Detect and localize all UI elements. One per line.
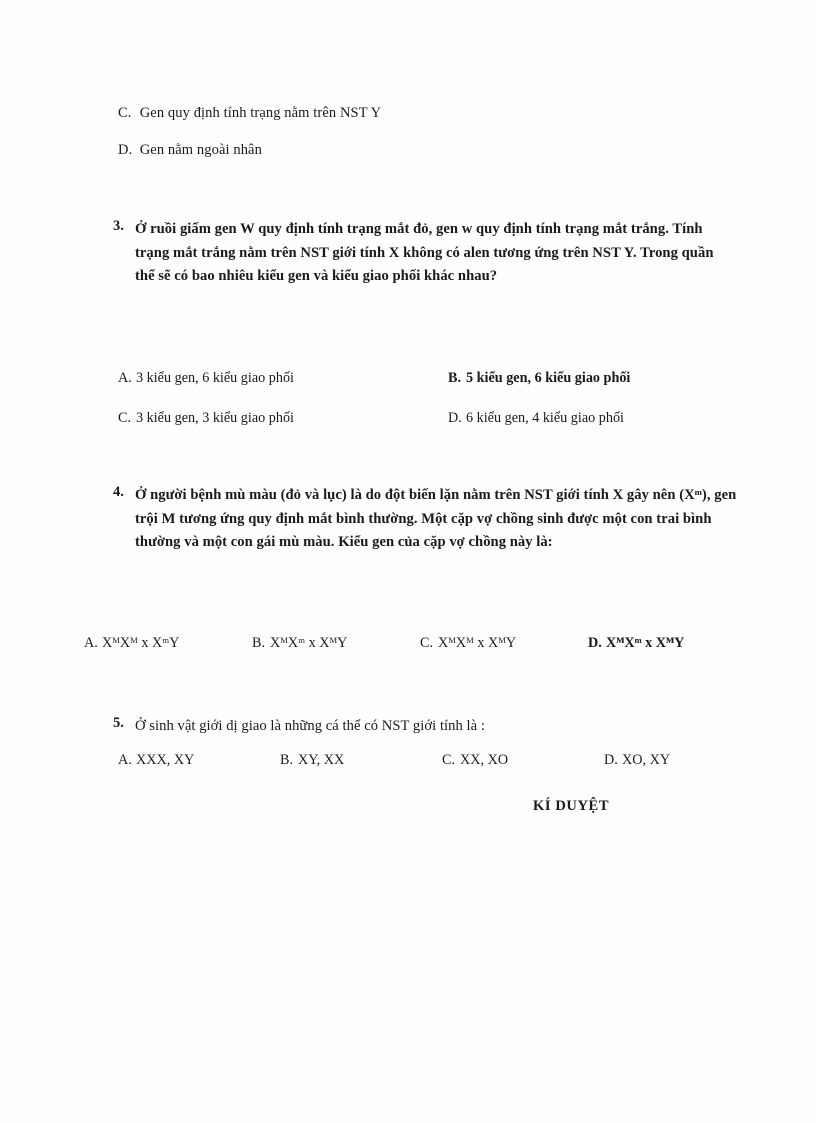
- option-text: 3 kiểu gen, 3 kiểu giao phối: [136, 410, 295, 427]
- carryover-option-c: [118, 103, 738, 124]
- option-letter: D.: [448, 410, 462, 427]
- option-c[interactable]: [442, 750, 604, 771]
- option-text: XX, XO: [460, 752, 509, 768]
- option-b[interactable]: [280, 750, 442, 771]
- option-c[interactable]: [118, 408, 448, 429]
- option-letter: A.: [118, 752, 132, 768]
- question-stem: Ở ruồi giấm gen W quy định tính trạng mắt đỏ, gen w quy định tính trạng mắt trắng. Tính trạng mắt trắng nằm trên NST giới tính X không có alen tương ứng trên NST Y. Trong quần thể sẽ có bao nhiêu kiểu gen và kiểu giao phối khác nhau?: [135, 221, 714, 285]
- option-text: XᴹXᵐ x XᴹY: [270, 635, 348, 651]
- question-4: [113, 484, 738, 555]
- question-3: [113, 218, 733, 289]
- option-b[interactable]: [448, 368, 738, 389]
- option-letter: C.: [420, 635, 434, 651]
- question-number: 4.: [113, 484, 124, 500]
- option-letter: A.: [84, 635, 98, 651]
- option-text: 5 kiểu gen, 6 kiểu giao phối: [466, 370, 631, 386]
- option-letter: D.: [118, 142, 133, 158]
- option-letter: B.: [252, 635, 266, 651]
- option-d[interactable]: [604, 750, 774, 771]
- option-a[interactable]: [84, 633, 252, 654]
- question-5: [113, 715, 753, 739]
- signature-label: KÍ DUYỆT: [533, 798, 610, 814]
- option-a[interactable]: [118, 368, 448, 389]
- option-a[interactable]: [118, 750, 280, 771]
- option-text: Gen quy định tính trạng nằm trên NST Y: [139, 105, 382, 121]
- option-d[interactable]: [448, 408, 738, 429]
- option-text: Gen nằm ngoài nhân: [139, 142, 262, 158]
- option-letter: B.: [448, 370, 462, 386]
- question-5-options: [118, 750, 778, 771]
- option-d[interactable]: [588, 633, 764, 654]
- option-text: XO, XY: [622, 752, 671, 768]
- question-stem: Ở sinh vật giới dị giao là những cá thể có NST giới tính là :: [135, 718, 485, 734]
- option-letter: B.: [280, 752, 294, 768]
- option-c[interactable]: [420, 633, 588, 654]
- option-text: 3 kiểu gen, 6 kiểu giao phối: [136, 370, 295, 386]
- option-letter: A.: [118, 370, 132, 386]
- option-b[interactable]: [252, 633, 420, 654]
- option-text: XᴹXᴹ x XᴹY: [438, 635, 517, 651]
- question-number: 5.: [113, 715, 124, 731]
- option-letter: D.: [588, 635, 602, 651]
- option-letter: D.: [604, 752, 618, 768]
- option-text: XᴹXᴹ x XᵐY: [102, 635, 180, 651]
- option-letter: C.: [118, 105, 132, 121]
- carryover-option-d: [118, 140, 738, 161]
- option-text: XᴹXᵐ x XᴹY: [606, 635, 685, 651]
- option-text: XY, XX: [298, 752, 345, 768]
- option-letter: C.: [442, 752, 456, 768]
- question-stem: Ở người bệnh mù màu (đỏ và lục) là do đột biến lặn nằm trên NST giới tính X gây nên (Xᵐ), gen trội M tương ứng quy định mắt bình thường. Một cặp vợ chồng sinh được một con trai bình thường và một con gái mù màu. Kiểu gen của cặp vợ chồng này là:: [135, 487, 737, 551]
- question-3-options: [118, 368, 738, 430]
- option-text: XXX, XY: [136, 752, 195, 768]
- question-4-options: [84, 633, 764, 654]
- option-text: 6 kiểu gen, 4 kiểu giao phối: [466, 410, 625, 427]
- question-number: 3.: [113, 218, 124, 234]
- option-letter: C.: [118, 410, 132, 427]
